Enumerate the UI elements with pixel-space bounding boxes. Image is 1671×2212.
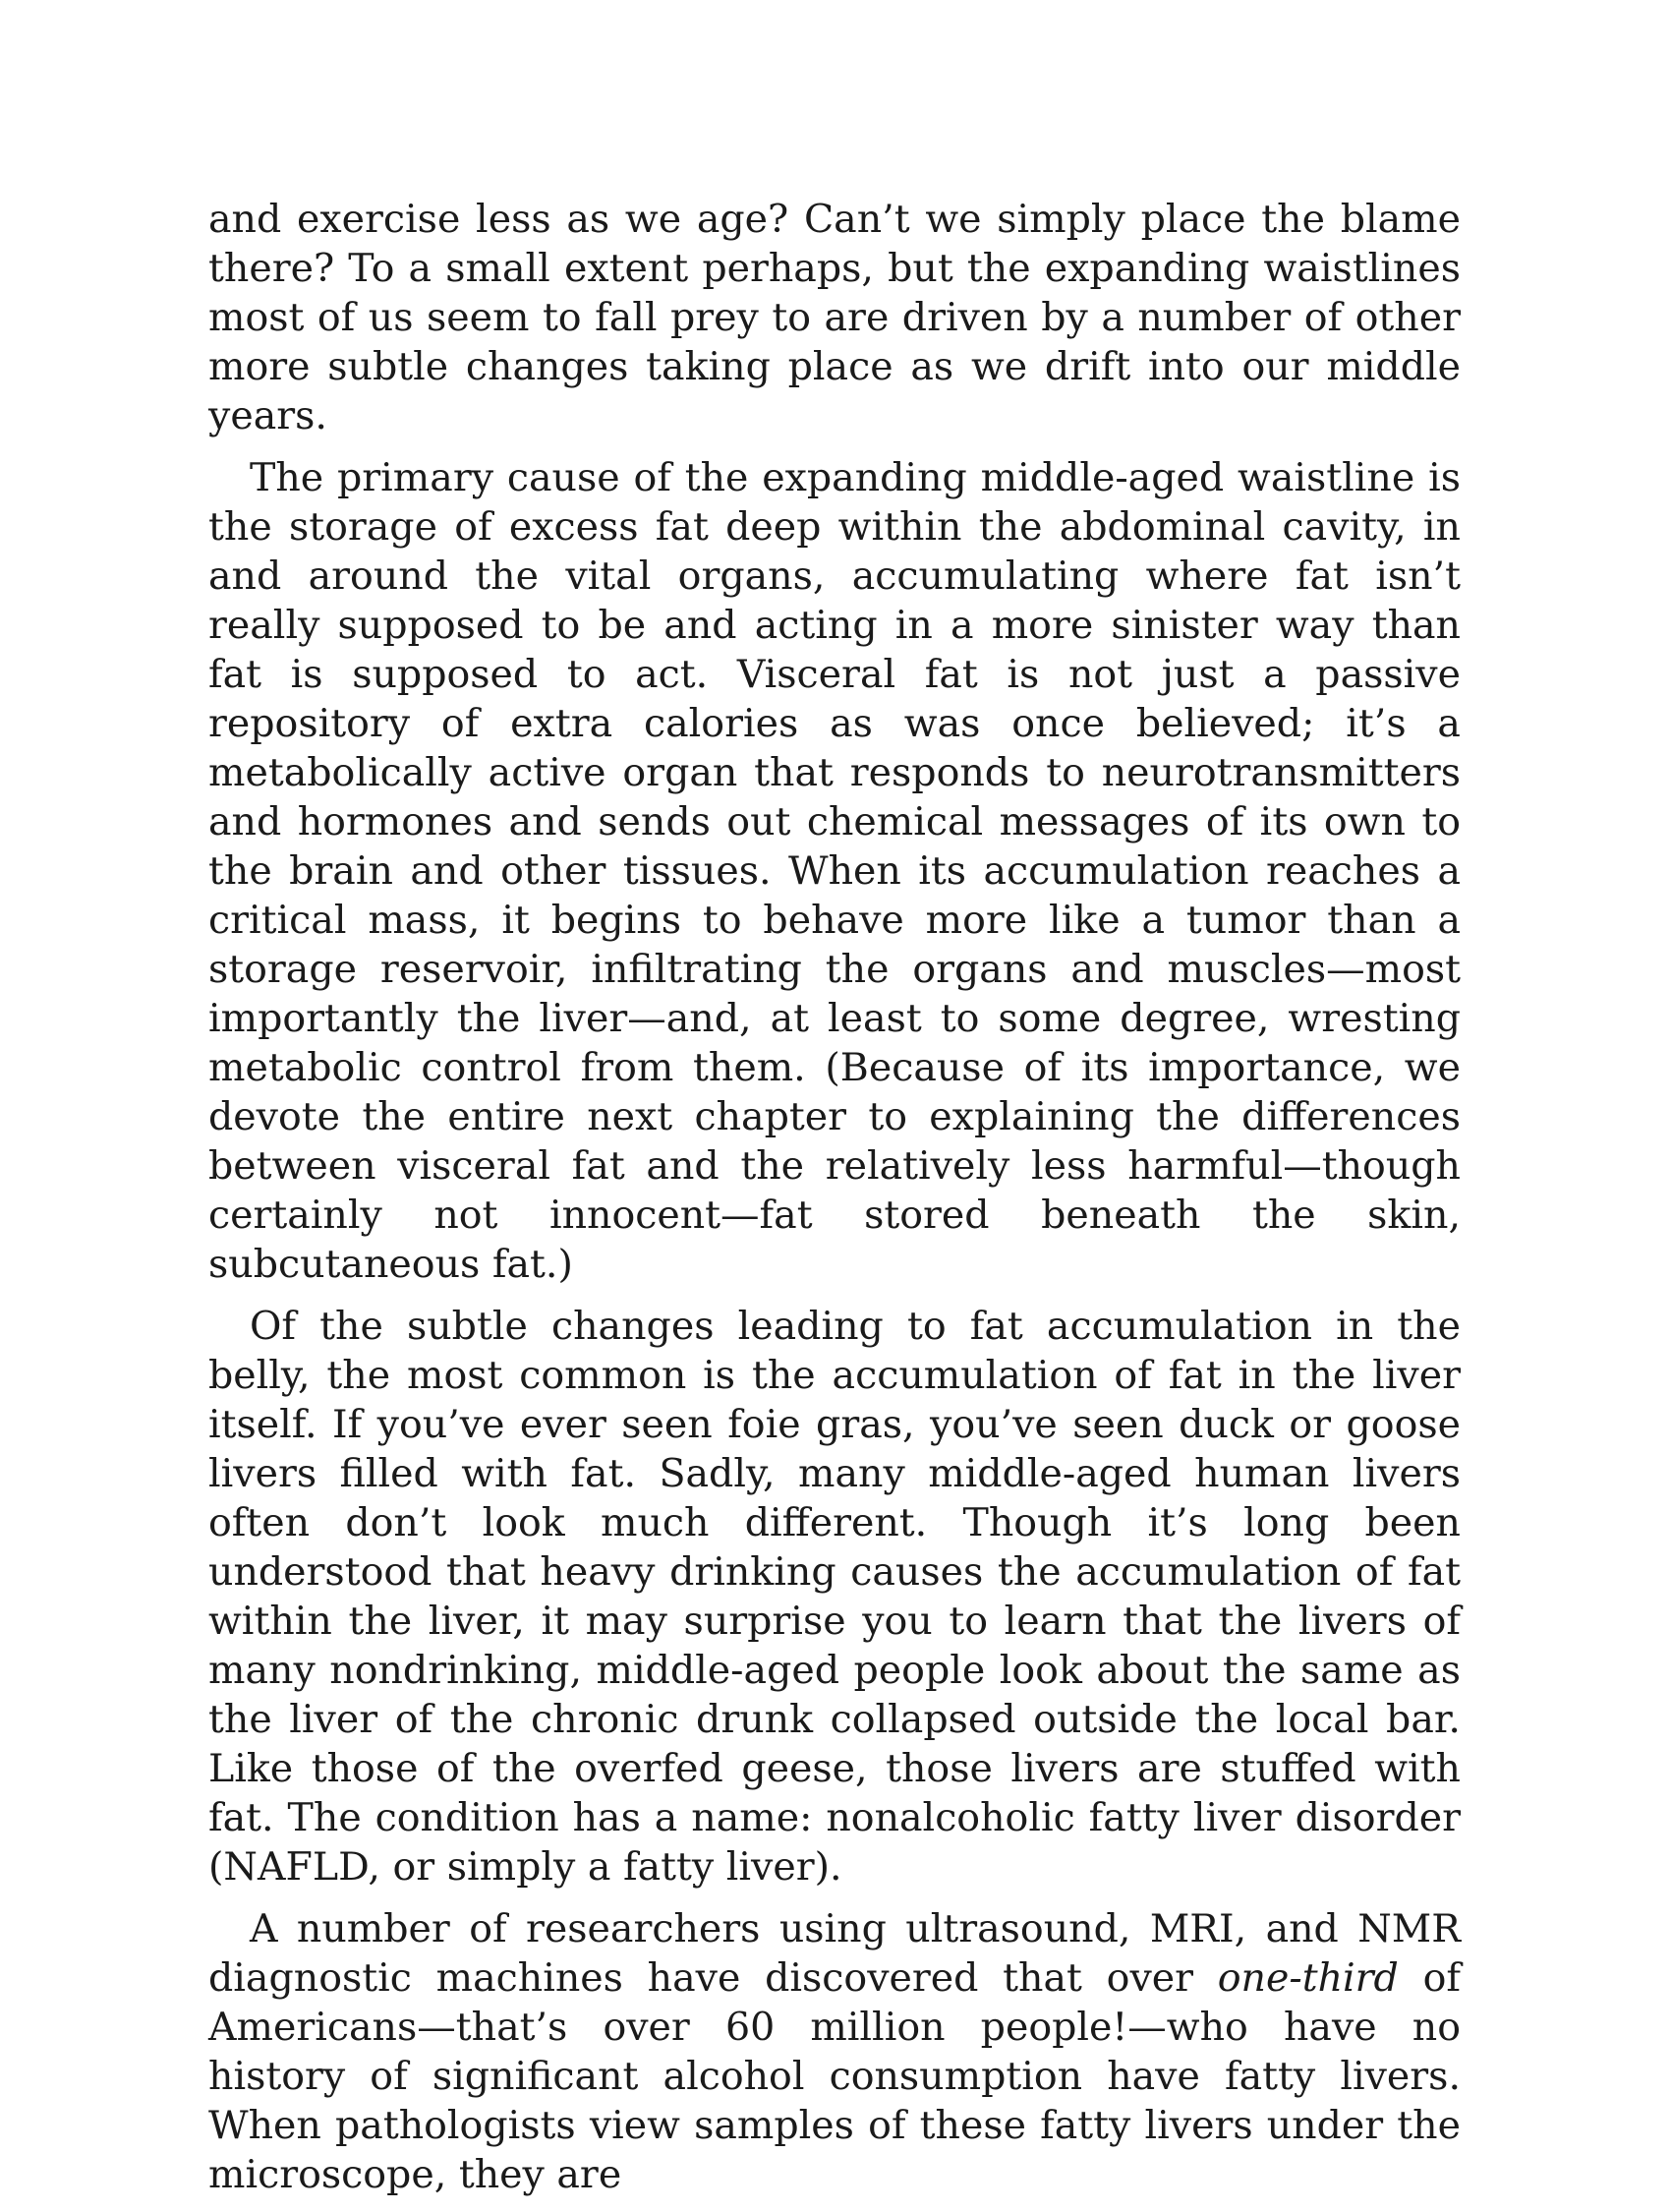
- paragraph-fatty-liver: Of the subtle changes leading to fat accumulation in the belly, the most common is the accumulation of fat in the liver itself. If you’ve ever seen foie gras, you’ve seen duck or goose livers filled with fat. Sadly, many middle-aged human livers often don’t look much different. Though it’s long been understood that heavy drinking causes the accumulation of fat within the liver, it may surprise you to learn that the livers of many nondrinking, middle-aged people look about the same as the liver of the chronic drunk collapsed outside the local bar. Like those of the overfed geese, those livers are stuffed with fat. The condition has a name: nonalcoholic fatty liver disorder (NAFLD, or simply a fatty liver).: [208, 1304, 1461, 1890]
- paragraph-text-before: A number of researchers using ultrasound, MRI, and NMR diagnostic machines have discovered that over: [208, 1906, 1461, 2001]
- emphasized-text: one-third: [1217, 1955, 1399, 2001]
- paragraph-researchers: [208, 1904, 1461, 2199]
- book-page: [208, 195, 1461, 2212]
- paragraph-continuation: and exercise less as we age? Can’t we simply place the blame there? To a small extent perhaps, but the expanding waistlines most of us seem to fall prey to are driven by a number of other more subtle changes taking place as we drift into our middle years.: [208, 197, 1461, 438]
- paragraph-visceral-fat: The primary cause of the expanding middle-aged waistline is the storage of excess fat deep within the abdominal cavity, in and around the vital organs, accumulating where fat isn’t really supposed to be and acting in a more sinister way than fat is supposed to act. Visceral fat is not just a passive repository of extra calories as was once believed; it’s a metabolically active organ that responds to neurotransmitters and hormones and sends out chemical messages of its own to the brain and other tissues. When its accumulation reaches a critical mass, it begins to behave more like a tumor than a storage reservoir, infiltrating the organs and muscles—most importantly the liver—and, at least to some degree, wresting metabolic control from them. (Because of its importance, we devote the entire next chapter to explaining the differences between visceral fat and the relatively less harmful—though certainly not innocent—fat stored beneath the skin, subcutaneous fat.): [208, 455, 1461, 1287]
- paragraph-text-after: of Americans—that’s over 60 million people!—who have no history of significant alcohol consumption have fatty livers. When pathologists view samples of these fatty livers under the microscope, they are: [208, 1955, 1461, 2197]
